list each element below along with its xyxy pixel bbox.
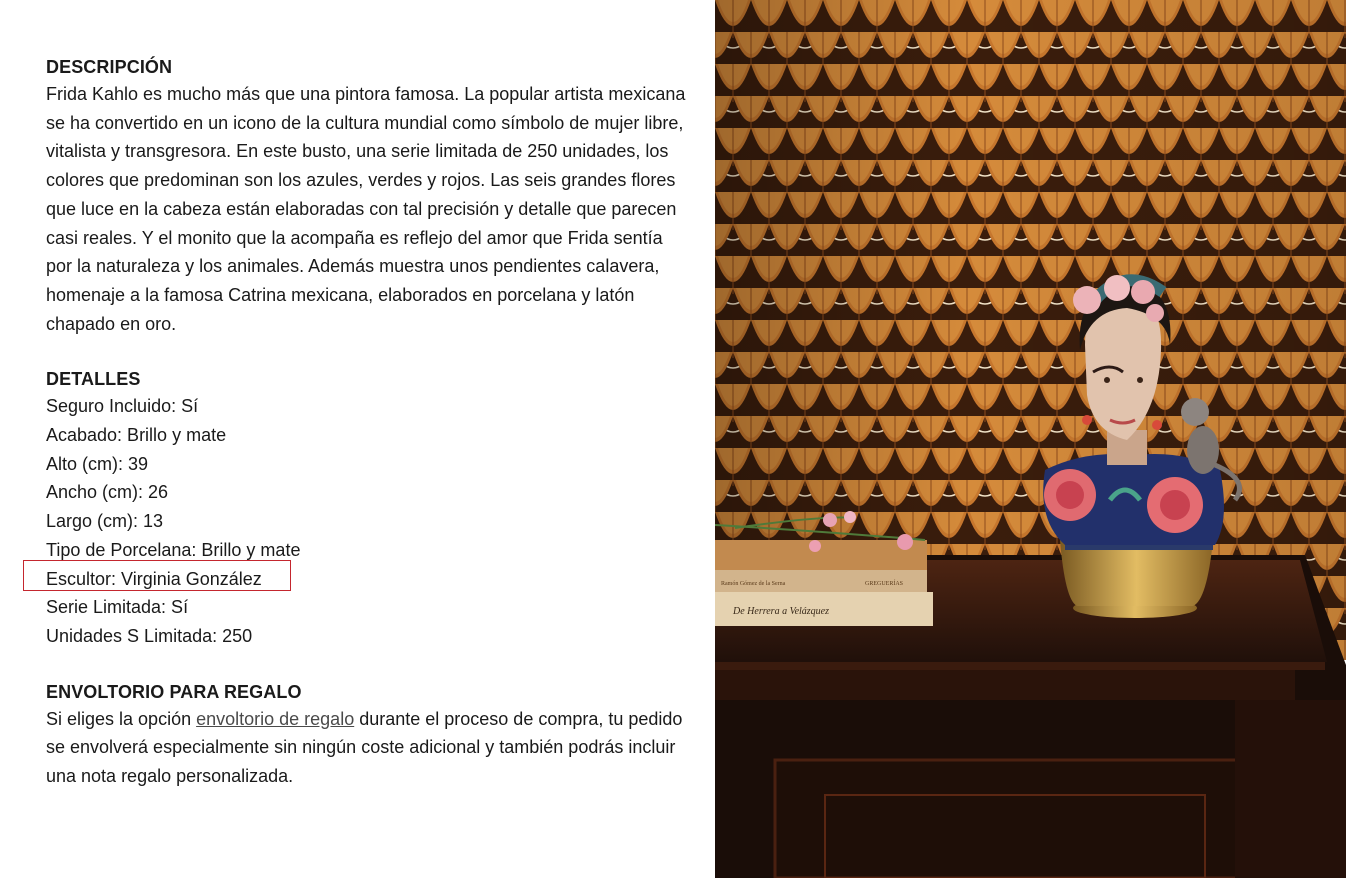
details-title: DETALLES <box>46 369 141 390</box>
detail-porcelain-type: Tipo de Porcelana: Brillo y mate <box>46 539 301 560</box>
gift-wrap-text-after: durante el proceso de compra, tu pedido se envolverá especialmente sin ningún coste adicional y también podrás incluir una nota regalo personalizada. <box>46 708 683 787</box>
product-info <box>46 54 691 791</box>
detail-height: Alto (cm): 39 <box>46 453 149 474</box>
product-photo <box>715 0 1346 878</box>
description-title: DESCRIPCIÓN <box>46 57 173 77</box>
detail-width: Ancho (cm): 26 <box>46 482 169 503</box>
gift-wrap-text-before: Si eliges la opción <box>46 708 197 729</box>
detail-insurance: Seguro Incluido: Sí <box>46 396 199 417</box>
description-text: Frida Kahlo es mucho más que una pintora famosa. La popular artista mexicana se ha convertido en un icono de la cultura mundial como símbolo de mujer libre, vitalista y transgresora. En este busto, una serie limitada de 250 unidades, los colores que predominan son los azules, verdes y rojos. Las seis grandes flores que luce en la cabeza están elaboradas con tal precisión y detalle que parecen casi reales. Y el monito que la acompaña es reflejo del amor que Frida sentía por la naturaleza y los animales. Además muestra unos pendientes calavera, homenaje a la famosa Catrina mexicana, elaborados en porcelana y latón chapado en oro. <box>46 84 686 334</box>
detail-limited-series: Serie Limitada: Sí <box>46 597 189 618</box>
gift-wrap-link[interactable]: envoltorio de regalo <box>196 708 355 729</box>
book-spine-1: Ramón Gómez de la Serna <box>721 581 786 587</box>
detail-limited-units: Unidades S Limitada: 250 <box>46 625 253 646</box>
gift-wrap-text <box>46 705 691 791</box>
details-list <box>46 392 691 650</box>
detail-finish: Acabado: Brillo y mate <box>46 425 227 446</box>
book-spine-3: De Herrera a Velázquez <box>733 606 830 617</box>
detail-length: Largo (cm): 13 <box>46 511 164 532</box>
product-photo-illustration <box>715 0 1346 878</box>
gift-wrap-title: ENVOLTORIO PARA REGALO <box>46 681 302 702</box>
books <box>715 540 933 626</box>
detail-sculptor: Escultor: Virginia González <box>46 568 262 589</box>
book-spine-2: GREGUERÍAS <box>865 581 904 587</box>
